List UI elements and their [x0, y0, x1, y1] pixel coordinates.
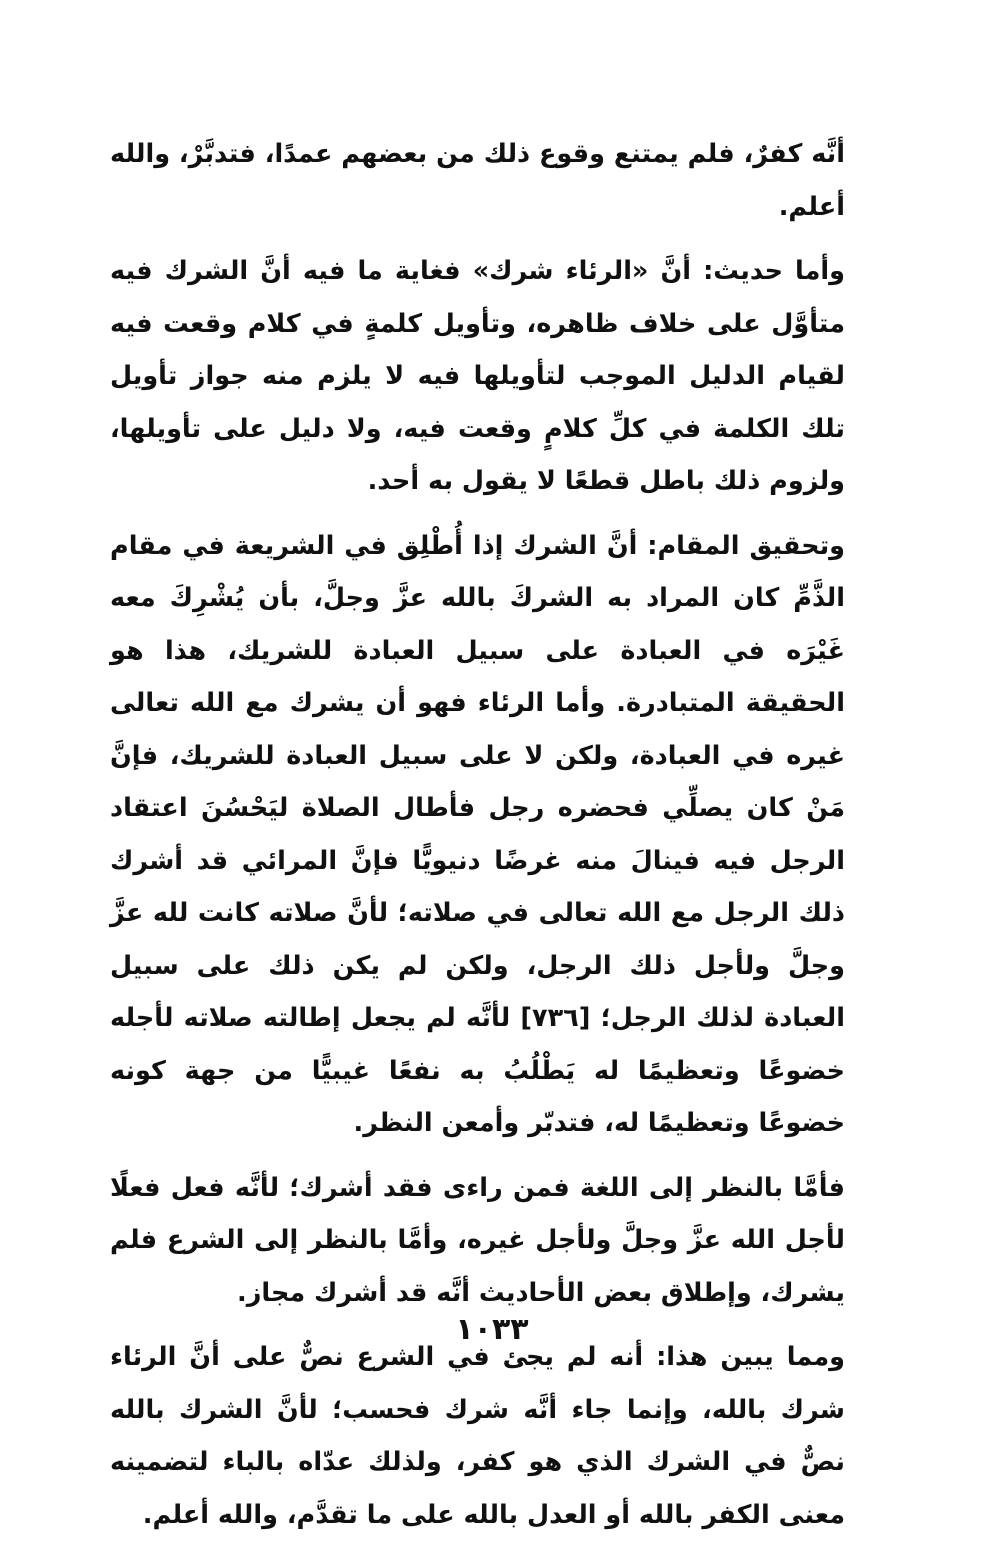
paragraph-5: ومما يبين هذا: أنه لم يجئ في الشرع نصٌّ على أنَّ الرئاء شرك بالله، وإنما جاء أنَّه شرك فحسب؛ لأنَّ الشرك بالله نصٌّ في الشرك الذي هو كفر، ولذلك عدّاه بالباء لتضمينه معنى الكفر بالله أو العدل بالله على ما تقدَّم، والله أعلم.	[110, 1342, 845, 1530]
paragraph-2: وأما حديث: أنَّ «الرئاء شرك» فغاية ما فيه أنَّ الشرك فيه متأوَّل على خلاف ظاهره، وتأويل كلمةٍ في كلام وقعت فيه لقيام الدليل الموجب لتأويلها فيه لا يلزم منه جواز تأويل تلك الكلمة في كلِّ كلامٍ وقعت فيه، ولا دليل على تأويلها، ولزوم ذلك باطل قطعًا لا يقول به أحد.	[110, 256, 845, 496]
page-number: ١٠٣٣	[455, 1312, 529, 1347]
paragraph-4: فأمَّا بالنظر إلى اللغة فمن راءى فقد أشرك؛ لأنَّه فعل فعلًا لأجل الله عزَّ وجلَّ ولأجل غيره، وأمَّا بالنظر إلى الشرع فلم يشرك، وإطلاق بعض الأحاديث أنَّه قد أشرك مجاز.	[110, 1172, 845, 1308]
paragraph-3: وتحقيق المقام: أنَّ الشرك إذا أُطْلِق في الشريعة في مقام الذَّمِّ كان المراد به الشركَ بالله عزَّ وجلَّ، بأن يُشْرِكَ معه غَيْرَه في العبادة على سبيل العبادة للشريك، هذا هو الحقيقة المتبادرة. وأما الرئاء فهو أن يشرك مع الله تعالى غيره في العبادة، ولكن لا على سبيل العبادة للشريك، فإنَّ مَنْ كان يصلِّي فحضره رجل فأطال الصلاة ليَحْسُنَ اعتقاد الرجل فيه فينالَ منه غرضًا دنيويًّا فإنَّ المرائي قد أشرك ذلك الرجل مع الله تعالى في صلاته؛ لأنَّ صلاته كانت لله عزَّ وجلَّ ولأجل ذلك الرجل، ولكن لم يكن ذلك على سبيل العبادة لذلك الرجل؛ [٧٣٦] لأنَّه لم يجعل إطالته صلاته لأجله خضوعًا وتعظيمًا له يَطْلُبُ به نفعًا غيبيًّا من جهة كونه خضوعًا وتعظيمًا له، فتدبّر وأمعن النظر.	[110, 530, 845, 1138]
paragraph-1: أنَّه كفرٌ، فلم يمتنع وقوع ذلك من بعضهم عمدًا، فتدبَّرْ، والله أعلم.	[110, 139, 845, 222]
